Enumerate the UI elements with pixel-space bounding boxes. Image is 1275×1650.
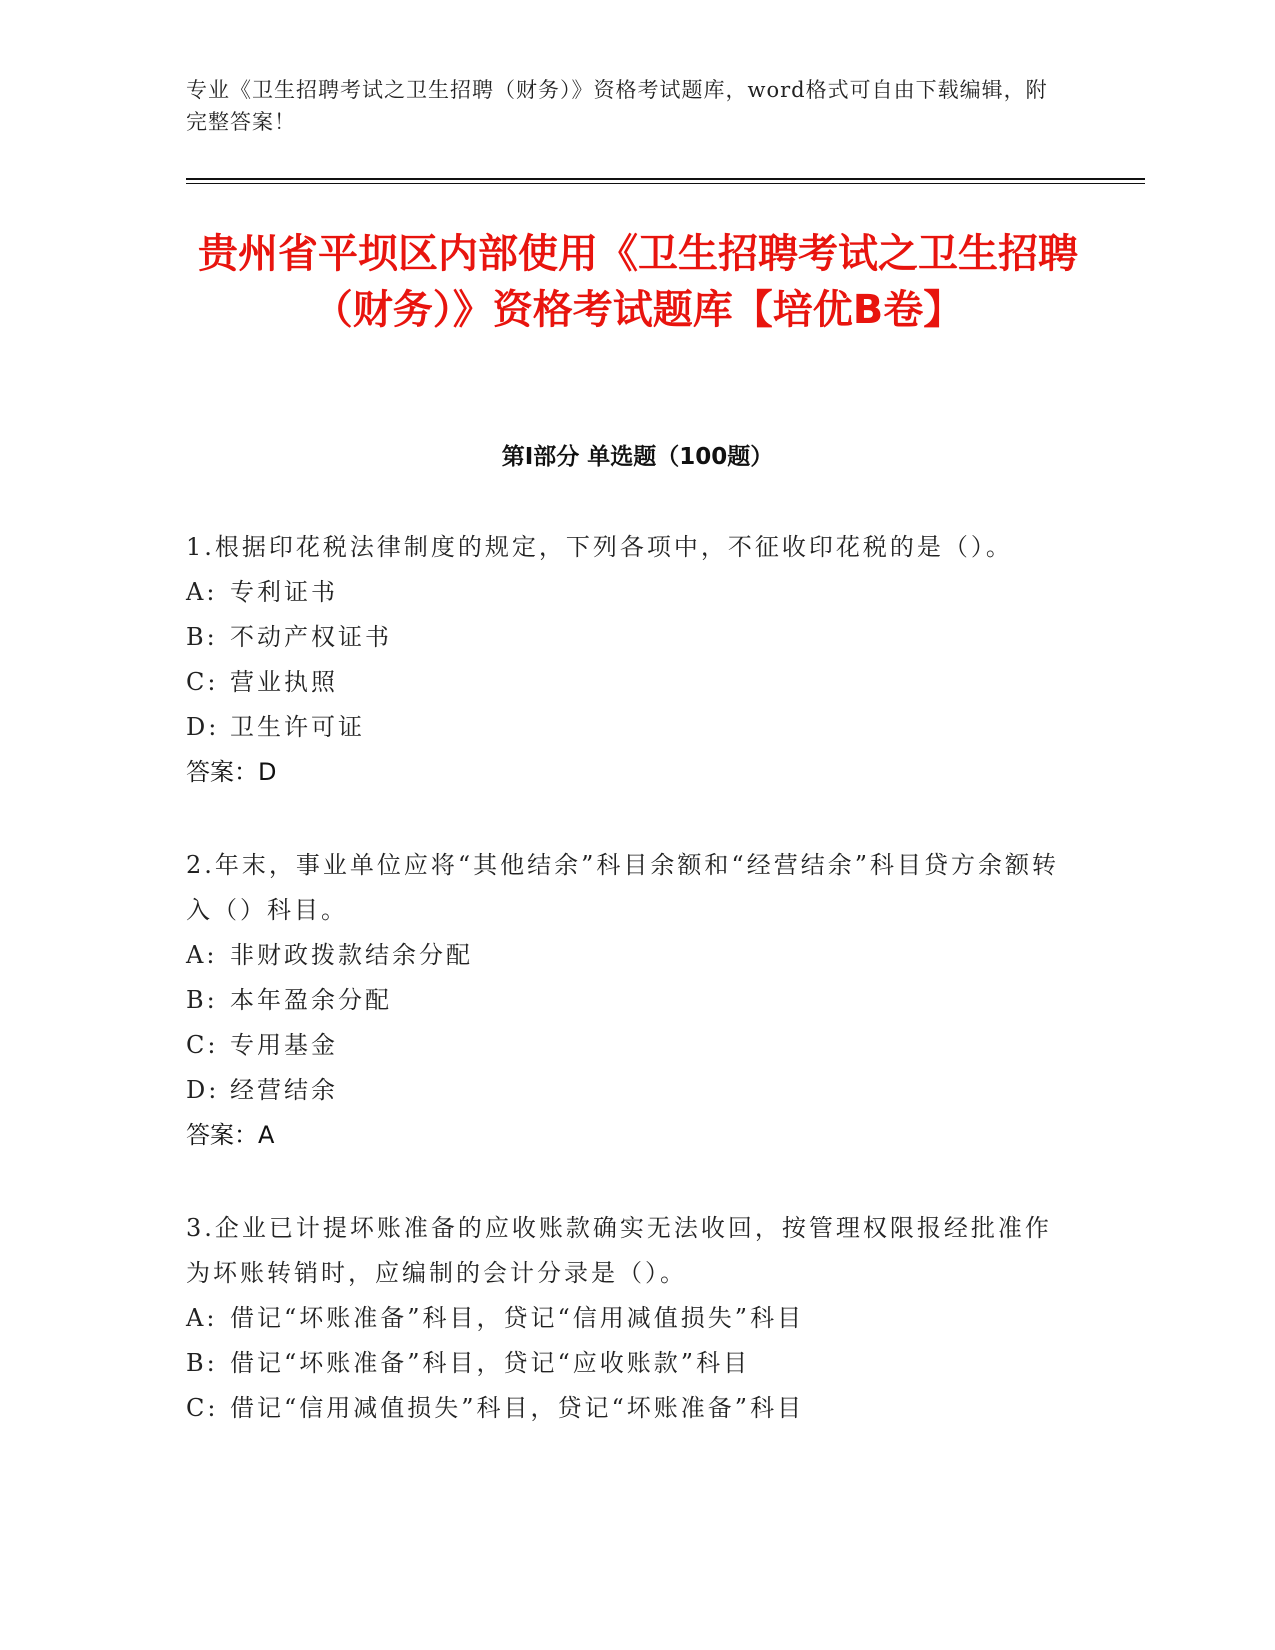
header-note: 专业《卫生招聘考试之卫生招聘（财务）》资格考试题库，word格式可自由下载编辑，附完整答案！ xyxy=(186,78,1048,134)
option-letter: B: xyxy=(186,623,218,651)
header-rule-thick xyxy=(186,178,1145,180)
answer-label: 答案： xyxy=(186,1121,258,1149)
option-b xyxy=(186,978,1066,1023)
question-stem: 3.企业已计提坏账准备的应收账款确实无法收回，按管理权限报经批准作为坏账转销时，应编制的会计分录是（）。 xyxy=(186,1214,1052,1287)
option-letter: C: xyxy=(186,668,219,696)
option-text: 营业执照 xyxy=(230,668,338,696)
question-2 xyxy=(186,843,1066,1158)
question-3 xyxy=(186,1206,1066,1431)
option-c xyxy=(186,660,1066,705)
option-letter: C: xyxy=(186,1394,219,1422)
option-text: 非财政拨款结余分配 xyxy=(230,941,473,969)
header-rule-thin xyxy=(186,183,1145,184)
option-a xyxy=(186,933,1066,978)
option-letter: A: xyxy=(186,578,218,606)
option-letter: C: xyxy=(186,1031,219,1059)
option-text: 借记“坏账准备”科目，贷记“信用减值损失”科目 xyxy=(230,1304,805,1332)
section-title: 第Ⅰ部分 单选题（100题） xyxy=(501,444,774,470)
option-c xyxy=(186,1386,1066,1431)
option-a xyxy=(186,1296,1066,1341)
option-letter: D: xyxy=(186,1076,220,1104)
option-text: 本年盈余分配 xyxy=(230,986,392,1014)
option-text: 经营结余 xyxy=(230,1076,338,1104)
option-letter: D: xyxy=(186,713,220,741)
option-d xyxy=(186,705,1066,750)
option-letter: A: xyxy=(186,941,218,969)
option-letter: A: xyxy=(186,1304,218,1332)
option-a xyxy=(186,570,1066,615)
question-stem: 1.根据印花税法律制度的规定，下列各项中，不征收印花税的是（）。 xyxy=(186,533,1013,561)
option-text: 借记“信用减值损失”科目，贷记“坏账准备”科目 xyxy=(230,1394,805,1422)
option-text: 不动产权证书 xyxy=(230,623,392,651)
option-text: 专用基金 xyxy=(230,1031,338,1059)
option-text: 专利证书 xyxy=(230,578,338,606)
answer-value: D xyxy=(258,758,277,786)
option-b xyxy=(186,615,1066,660)
option-text: 借记“坏账准备”科目，贷记“应收账款”科目 xyxy=(230,1349,751,1377)
answer-value: A xyxy=(258,1121,275,1149)
answer xyxy=(186,1113,1066,1158)
question-stem: 2.年末，事业单位应将“其他结余”科目余额和“经营结余”科目贷方余额转入（）科目。 xyxy=(186,851,1059,924)
option-letter: B: xyxy=(186,1349,218,1377)
option-c xyxy=(186,1023,1066,1068)
answer-label: 答案： xyxy=(186,758,258,786)
document-title: 贵州省平坝区内部使用《卫生招聘考试之卫生招聘（财务）》资格考试题库【培优B卷】 xyxy=(198,231,1078,333)
question-list xyxy=(186,525,1066,1479)
option-d xyxy=(186,1068,1066,1113)
answer xyxy=(186,750,1066,795)
question-1 xyxy=(186,525,1066,795)
option-letter: B: xyxy=(186,986,218,1014)
option-text: 卫生许可证 xyxy=(230,713,365,741)
option-b xyxy=(186,1341,1066,1386)
